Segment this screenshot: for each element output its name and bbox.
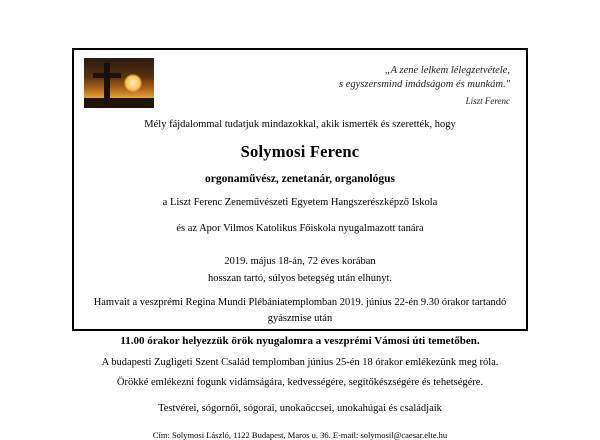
death-line-1: 2019. május 18-án, 72 éves korában [224,255,376,267]
quote-line-2: s egyszersmind imádságom és munkám." [339,79,510,91]
remembrance-line: Örökké emlékezni fogunk vidámságára, kedvességére, segítőkészségére és tehetségére. [116,377,484,389]
cross-horizontal-icon [93,73,121,78]
notice-header [84,58,516,110]
funeral-line: Hamvait a veszprémi Regina Mundi Plébániatemplomban 2019. június 22-én 9.30 órakor tartandó gyászmise után [93,297,507,324]
cross-sunset-photo-icon [84,58,154,108]
quote-attribution: Liszt Ferenc [465,96,510,107]
epigraph-quote [339,58,516,107]
quote-line-1: „A zene lelkem lélegzetvétele, [384,65,510,76]
survivors-line: Testvérei, sógornői, sógorai, unokaöccsei, unokahúgai és családjaik [158,403,442,415]
photo-ground [84,98,154,108]
affiliation-line-1: a Liszt Ferenc Zeneművészeti Egyetem Hangszerészképző Iskola [162,197,438,209]
memorial-line: A budapesti Zugligeti Szent Család templomban június 25-én 18 órakor emlékezünk meg róla. [101,356,499,368]
notice-body [84,116,516,440]
deceased-name: Solymosi Ferenc [240,141,360,161]
burial-highlight: 11.00 órakor helyezzük örök nyugalomra a veszprémi Vámosi úti temetőben. [120,334,480,347]
affiliation-line-2: és az Apor Vilmos Katolikus Főiskola nyugalmazott tanára [176,223,424,235]
contact-address: Cím: Solymosi László, 1122 Budapest, Maros u. 36. E-mail: solymosil@caesar.elte.hu [152,429,448,440]
death-line-2: hosszan tartó, súlyos betegség után elhunyt. [207,273,392,285]
death-notice-card [72,48,528,440]
deceased-profession: orgonaművész, zenetanár, organológus [205,173,395,186]
announcement-intro: Mély fájdalommal tudatjuk mindazokkal, akik ismerték és szerették, hogy [144,119,456,130]
sun-icon [124,74,142,92]
